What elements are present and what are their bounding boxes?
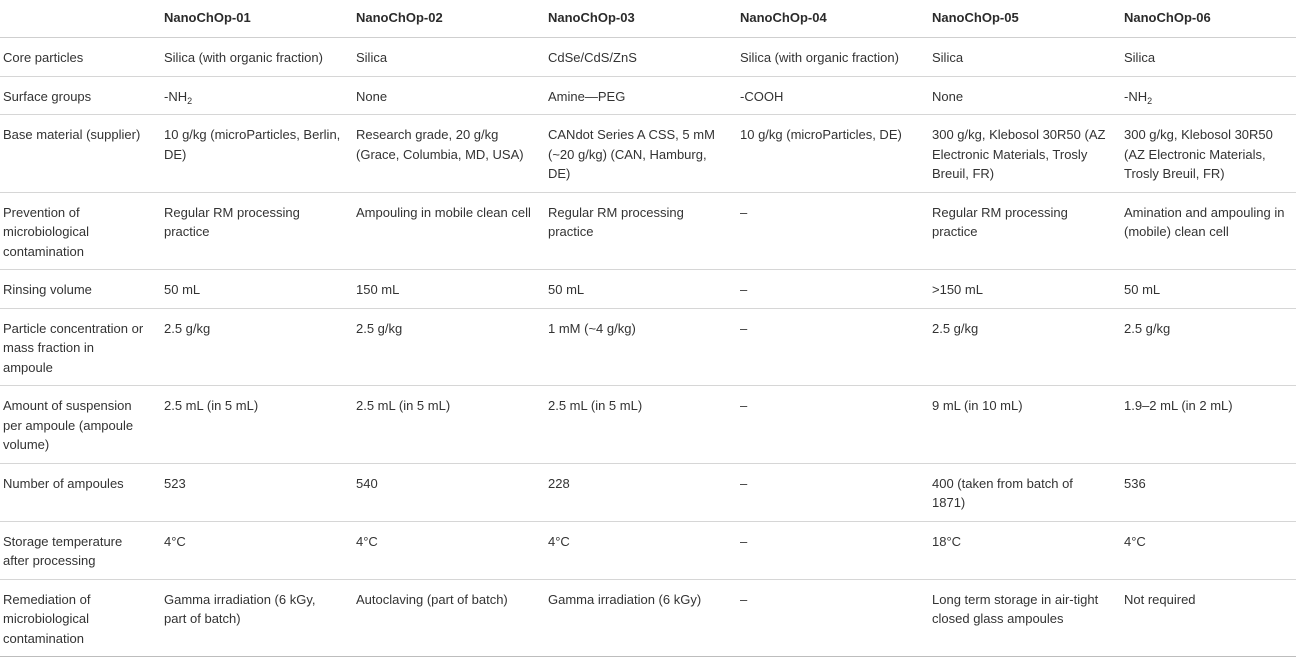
subscript-2: 2: [187, 95, 193, 106]
table-cell: CdSe/CdS/ZnS: [541, 38, 733, 77]
table-cell: 18°C: [925, 521, 1117, 579]
table-row: [0, 386, 1296, 464]
row-label: Prevention of microbiological contamination: [0, 192, 157, 270]
table-cell: Regular RM processing practice: [925, 192, 1117, 270]
table-cell: –: [733, 463, 925, 521]
header-cell-nanochop-04: NanoChOp-04: [733, 0, 925, 38]
table-cell: Regular RM processing practice: [541, 192, 733, 270]
row-label: Base material (supplier): [0, 115, 157, 193]
table-row: [0, 192, 1296, 270]
table-cell: 2.5 g/kg: [349, 308, 541, 386]
row-label: Rinsing volume: [0, 270, 157, 309]
table-cell: 10 g/kg (microParticles, DE): [733, 115, 925, 193]
table-row: [0, 115, 1296, 193]
table-row: [0, 579, 1296, 657]
table-cell: Amine—PEG: [541, 76, 733, 115]
header-cell-nanochop-03: NanoChOp-03: [541, 0, 733, 38]
table-cell: Regular RM processing practice: [157, 192, 349, 270]
subscript-2: 2: [1147, 95, 1153, 106]
table-cell: 10 g/kg (microParticles, Berlin, DE): [157, 115, 349, 193]
table-cell: 523: [157, 463, 349, 521]
table-cell: None: [349, 76, 541, 115]
row-label: Core particles: [0, 38, 157, 77]
table-cell: Not required: [1117, 579, 1296, 657]
table-cell: Autoclaving (part of batch): [349, 579, 541, 657]
table-row: [0, 270, 1296, 309]
header-cell-corner: [0, 0, 157, 38]
table-row: [0, 38, 1296, 77]
table-cell: 4°C: [1117, 521, 1296, 579]
table-cell: 150 mL: [349, 270, 541, 309]
row-label: Remediation of microbiological contamination: [0, 579, 157, 657]
row-label: Particle concentration or mass fraction in ampoule: [0, 308, 157, 386]
table-cell: $-NH_2$: [1117, 76, 1296, 115]
table-cell: 536: [1117, 463, 1296, 521]
table-cell: 4°C: [349, 521, 541, 579]
table-row: [0, 463, 1296, 521]
table-cell: 1 mM (~4 g/kg): [541, 308, 733, 386]
table-cell: 300 g/kg, Klebosol 30R50 (AZ Electronic Materials, Trosly Breuil, FR): [1117, 115, 1296, 193]
table-cell: $-NH_2$: [157, 76, 349, 115]
table-cell: –: [733, 308, 925, 386]
header-cell-nanochop-05: NanoChOp-05: [925, 0, 1117, 38]
table-cell: CANdot Series A CSS, 5 mM (~20 g/kg) (CAN, Hamburg, DE): [541, 115, 733, 193]
table-cell: >150 mL: [925, 270, 1117, 309]
table-cell: Silica: [349, 38, 541, 77]
row-label: Number of ampoules: [0, 463, 157, 521]
header-cell-nanochop-01: NanoChOp-01: [157, 0, 349, 38]
table-cell: 9 mL (in 10 mL): [925, 386, 1117, 464]
table-cell: Silica: [925, 38, 1117, 77]
table-row: [0, 521, 1296, 579]
table-cell: 2.5 mL (in 5 mL): [541, 386, 733, 464]
table-cell: 300 g/kg, Klebosol 30R50 (AZ Electronic Materials, Trosly Breuil, FR): [925, 115, 1117, 193]
table-cell: 2.5 mL (in 5 mL): [349, 386, 541, 464]
table-cell: –: [733, 270, 925, 309]
header-row: [0, 0, 1296, 38]
table-cell: 2.5 mL (in 5 mL): [157, 386, 349, 464]
table-cell: 4°C: [157, 521, 349, 579]
row-label: Storage temperature after processing: [0, 521, 157, 579]
table-cell: 540: [349, 463, 541, 521]
table-cell: –: [733, 386, 925, 464]
row-label: Amount of suspension per ampoule (ampoule volume): [0, 386, 157, 464]
table-cell: 50 mL: [541, 270, 733, 309]
table-cell: Research grade, 20 g/kg (Grace, Columbia, MD, USA): [349, 115, 541, 193]
table-row: [0, 76, 1296, 115]
table-row: [0, 308, 1296, 386]
table-cell: 400 (taken from batch of 1871): [925, 463, 1117, 521]
table-cell: Long term storage in air-tight closed glass ampoules: [925, 579, 1117, 657]
table-cell: –: [733, 192, 925, 270]
table-cell: 2.5 g/kg: [925, 308, 1117, 386]
table-cell: 2.5 g/kg: [1117, 308, 1296, 386]
table-cell: Gamma irradiation (6 kGy, part of batch): [157, 579, 349, 657]
table-cell: 1.9–2 mL (in 2 mL): [1117, 386, 1296, 464]
table-cell: 50 mL: [157, 270, 349, 309]
table-cell: None: [925, 76, 1117, 115]
table-cell: Silica (with organic fraction): [157, 38, 349, 77]
table-cell: Ampouling in mobile clean cell: [349, 192, 541, 270]
table-cell: 2.5 g/kg: [157, 308, 349, 386]
table-cell: Silica: [1117, 38, 1296, 77]
table-cell: 4°C: [541, 521, 733, 579]
table-cell: Gamma irradiation (6 kGy): [541, 579, 733, 657]
table-cell: Amination and ampouling in (mobile) clean cell: [1117, 192, 1296, 270]
table-cell: -COOH: [733, 76, 925, 115]
header-cell-nanochop-02: NanoChOp-02: [349, 0, 541, 38]
table-cell: –: [733, 521, 925, 579]
table-cell: 50 mL: [1117, 270, 1296, 309]
row-label: Surface groups: [0, 76, 157, 115]
table-cell: 228: [541, 463, 733, 521]
table-cell: –: [733, 579, 925, 657]
header-cell-nanochop-06: NanoChOp-06: [1117, 0, 1296, 38]
table-cell: Silica (with organic fraction): [733, 38, 925, 77]
